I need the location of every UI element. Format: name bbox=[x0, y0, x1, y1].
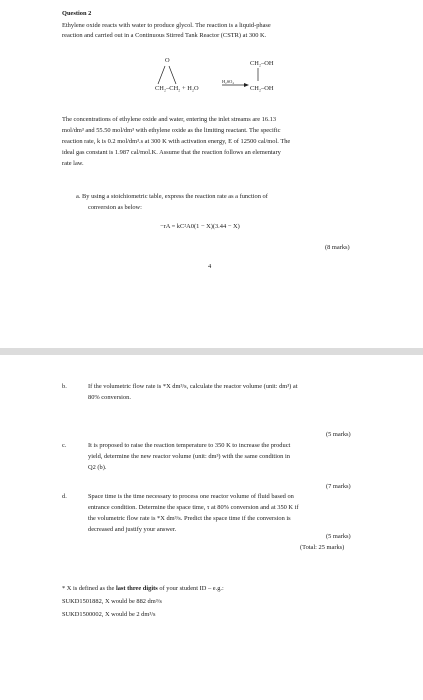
marks-c: (7 marks) bbox=[326, 483, 351, 490]
part-c-line-3: Q2 (b). bbox=[88, 464, 107, 471]
footnote-example-1: SUKD1501882, X would be 882 dm³/s bbox=[62, 598, 162, 605]
part-d-line-1: Space time is the time necessary to process one reactor volume of fluid based on bbox=[88, 493, 294, 500]
part-d-label: d. bbox=[62, 493, 67, 500]
footnote-prefix: * X is defined as the bbox=[62, 585, 116, 592]
part-b-label: b. bbox=[62, 383, 67, 390]
part-b-line-1: If the volumetric flow rate is *X dm³/s, calculate the reactor volume (unit: dm³) at bbox=[88, 383, 298, 390]
intro-line-2: reaction and carried out in a Continuous Stirred Tank Reactor (CSTR) at 300 K. bbox=[62, 32, 267, 39]
part-a-line-1: a. By using a stoichiometric table, express the reaction rate as a function of bbox=[76, 193, 268, 200]
part-d-line-3: the volumetric flow rate is *X dm³/s. Predict the space time if the conversion is bbox=[88, 515, 291, 522]
part-c-line-2: yield, determine the new reactor volume (unit: dm³) with the same condition in bbox=[88, 453, 290, 460]
part-d-line-2: entrance condition. Determine the space time, τ at 80% conversion and at 350 K if bbox=[88, 504, 299, 511]
body-line-2: mol/dm³ and 55.50 mol/dm³ with ethylene oxide as the limiting reactant. The specific bbox=[62, 127, 281, 134]
page-number: 4 bbox=[208, 263, 212, 270]
marks-d: (5 marks) bbox=[326, 533, 351, 540]
document-page-2 bbox=[0, 355, 423, 700]
catalyst-label: H₂SO₄ bbox=[222, 79, 234, 84]
rate-equation: −rA = kC²A0(1 − X)(3.44 − X) bbox=[160, 223, 240, 230]
part-b-line-2: 80% conversion. bbox=[88, 394, 131, 401]
product-top: CH₂–OH bbox=[250, 60, 274, 67]
body-line-3: reaction rate, k is 0.2 mol/dm³.s at 300 K with activation energy, E of 12500 cal/mol. The bbox=[62, 138, 291, 145]
marks-a: (8 marks) bbox=[325, 244, 350, 251]
document-page-1 bbox=[0, 0, 423, 348]
body-line-4: ideal gas constant is 1.987 cal/mol.K. Assume that the reaction follows an elementary bbox=[62, 149, 281, 156]
intro-line-1: Ethylene oxide reacts with water to produce glycol. The reaction is a liquid-phase bbox=[62, 22, 271, 29]
footnote-line bbox=[62, 584, 224, 594]
epoxide-oxygen: O bbox=[165, 57, 170, 64]
footnote-suffix: of your student ID – e.g.: bbox=[157, 585, 224, 592]
product-bottom: CH₂–OH bbox=[250, 85, 274, 92]
reactants: CH₂–CH₂ + H₂O bbox=[155, 85, 199, 92]
part-c-line-1: It is proposed to raise the reaction temperature to 350 K to increase the product bbox=[88, 442, 291, 449]
part-c-label: c. bbox=[62, 442, 67, 449]
part-d-line-4: decreased and justify your answer. bbox=[88, 526, 177, 533]
marks-b: (5 marks) bbox=[326, 431, 351, 438]
part-a-line-2: conversion as below: bbox=[88, 204, 142, 211]
body-line-1: The concentrations of ethylene oxide and water, entering the inlet streams are 16.13 bbox=[62, 116, 277, 123]
footnote-example-2: SUKD1500002, X would be 2 dm³/s bbox=[62, 611, 156, 618]
body-line-5: rate law. bbox=[62, 160, 84, 167]
total-marks: (Total: 25 marks) bbox=[300, 544, 345, 551]
footnote-bold: last three digits bbox=[115, 585, 158, 592]
question-heading: Question 2 bbox=[62, 10, 92, 17]
